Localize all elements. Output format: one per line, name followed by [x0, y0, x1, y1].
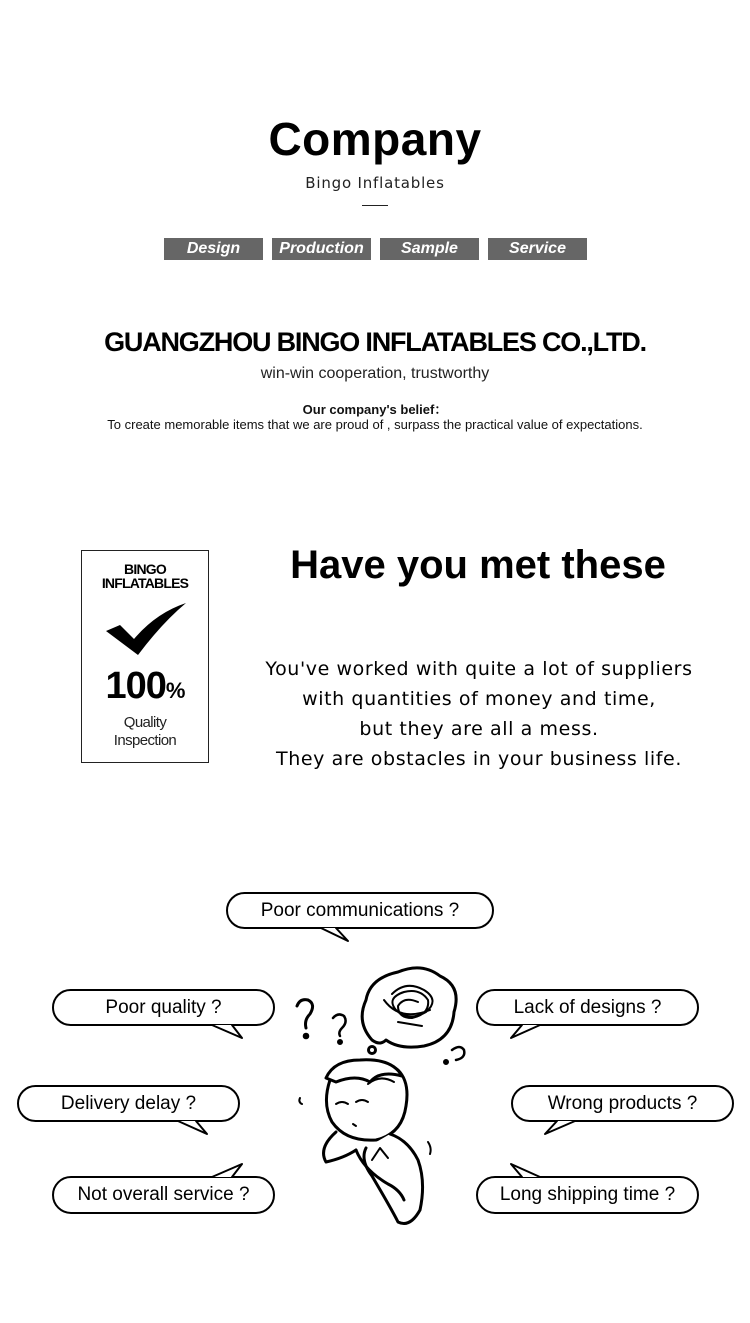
bubble-poor-communications: Poor communications ?	[260, 900, 460, 921]
problems-line: They are obstacles in your business life.	[276, 748, 682, 770]
tab-production[interactable]: Production	[272, 238, 371, 260]
problems-line: with quantities of money and time,	[302, 688, 656, 710]
badge-label-line1: Quality	[123, 714, 167, 731]
badge-brand-line1: BINGO	[124, 561, 166, 577]
page-subtitle: Bingo Inflatables	[305, 174, 445, 192]
bubble-delivery-delay: Delivery delay ?	[60, 1093, 197, 1114]
tab-design[interactable]: Design	[164, 238, 263, 260]
problems-heading: Have you met these	[290, 543, 666, 587]
tab-service[interactable]: Service	[488, 238, 587, 260]
tab-sample[interactable]: Sample	[380, 238, 479, 260]
badge-label-line2: Inspection	[113, 732, 177, 749]
belief-heading: Our company's belief：	[302, 402, 448, 417]
bubble-poor-quality: Poor quality ?	[105, 997, 222, 1018]
belief-text: To create memorable items that we are proud of , surpass the practical value of expectations.	[107, 417, 643, 432]
problems-line: You've worked with quite a lot of suppliers	[265, 658, 693, 680]
problems-line: but they are all a mess.	[359, 718, 599, 740]
page-title: Company	[268, 113, 482, 165]
bubble-not-overall-service: Not overall service ?	[77, 1184, 250, 1205]
bubble-lack-of-designs: Lack of designs ?	[513, 997, 662, 1018]
company-tagline: win-win cooperation, trustworthy	[260, 365, 490, 382]
badge-percent-sign: %	[165, 678, 185, 703]
confused-person-icon	[297, 968, 464, 1224]
company-name: GUANGZHOU BINGO INFLATABLES CO.,LTD.	[104, 327, 646, 357]
badge-percent-value: 100	[105, 665, 166, 707]
badge-brand-line2: INFLATABLES	[101, 575, 189, 591]
bubble-wrong-products: Wrong products ?	[547, 1093, 698, 1114]
bubble-long-shipping-time: Long shipping time ?	[499, 1184, 676, 1205]
